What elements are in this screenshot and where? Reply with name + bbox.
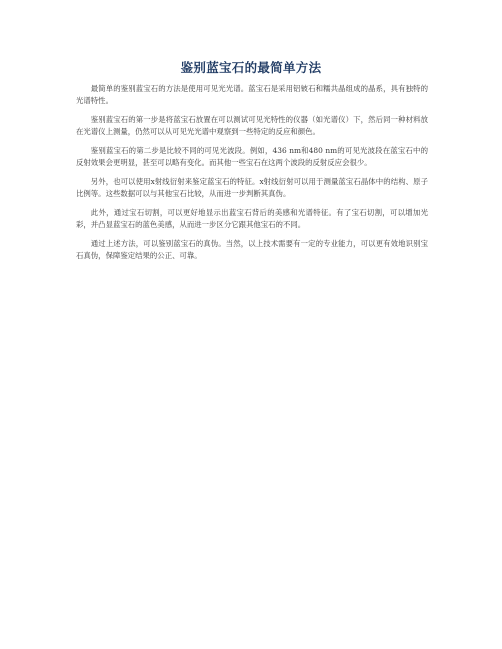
paragraph-1: 最简单的鉴别蓝宝石的方法是使用可见光光谱。蓝宝石是采用铝铍石和糯共晶组成的晶系，具有独特的光谱特性。 (76, 84, 428, 106)
paragraph-2: 鉴别蓝宝石的第一步是将蓝宝石放置在可以测试可见光特性的仪器（如光谱仪）下，然后同一种材料放在光谱仪上测量，仍然可以从可见光光谱中观察到一些特定的反应和颜色。 (76, 114, 428, 137)
paragraph-4: 另外，也可以使用x射线衍射来鉴定蓝宝石的特征。x射线衍射可以用于测量蓝宝石晶体中的结构、原子比例等。这些数据可以与其他宝石比较，从而进一步判断其真伪。 (76, 176, 428, 198)
document-title: 鉴别蓝宝石的最简单方法 (180, 60, 322, 75)
paragraph-5: 此外，通过宝石切割，可以更好地显示出蓝宝石背后的美感和光谱特征。有了宝石切割，可以增加光彩，并凸显蓝宝石的蓝色美感，从而进一步区分它跟其他宝石的不同。 (76, 207, 428, 229)
document-body (76, 83, 428, 268)
paragraph-6: 通过上述方法，可以鉴别蓝宝石的真伪。当然，以上技术需要有一定的专业能力，可以更有效地识别宝石真伪，保障鉴定结果的公正、可靠。 (76, 238, 428, 260)
paragraph-3: 鉴别蓝宝石的第二步是比较不同的可见光波段。例如，436 nm和480 nm的可见光波段在蓝宝石中的反射效果会更明显，甚至可以略有变化。而其他一些宝石在这两个波段的反射反应会很少。 (76, 145, 428, 168)
